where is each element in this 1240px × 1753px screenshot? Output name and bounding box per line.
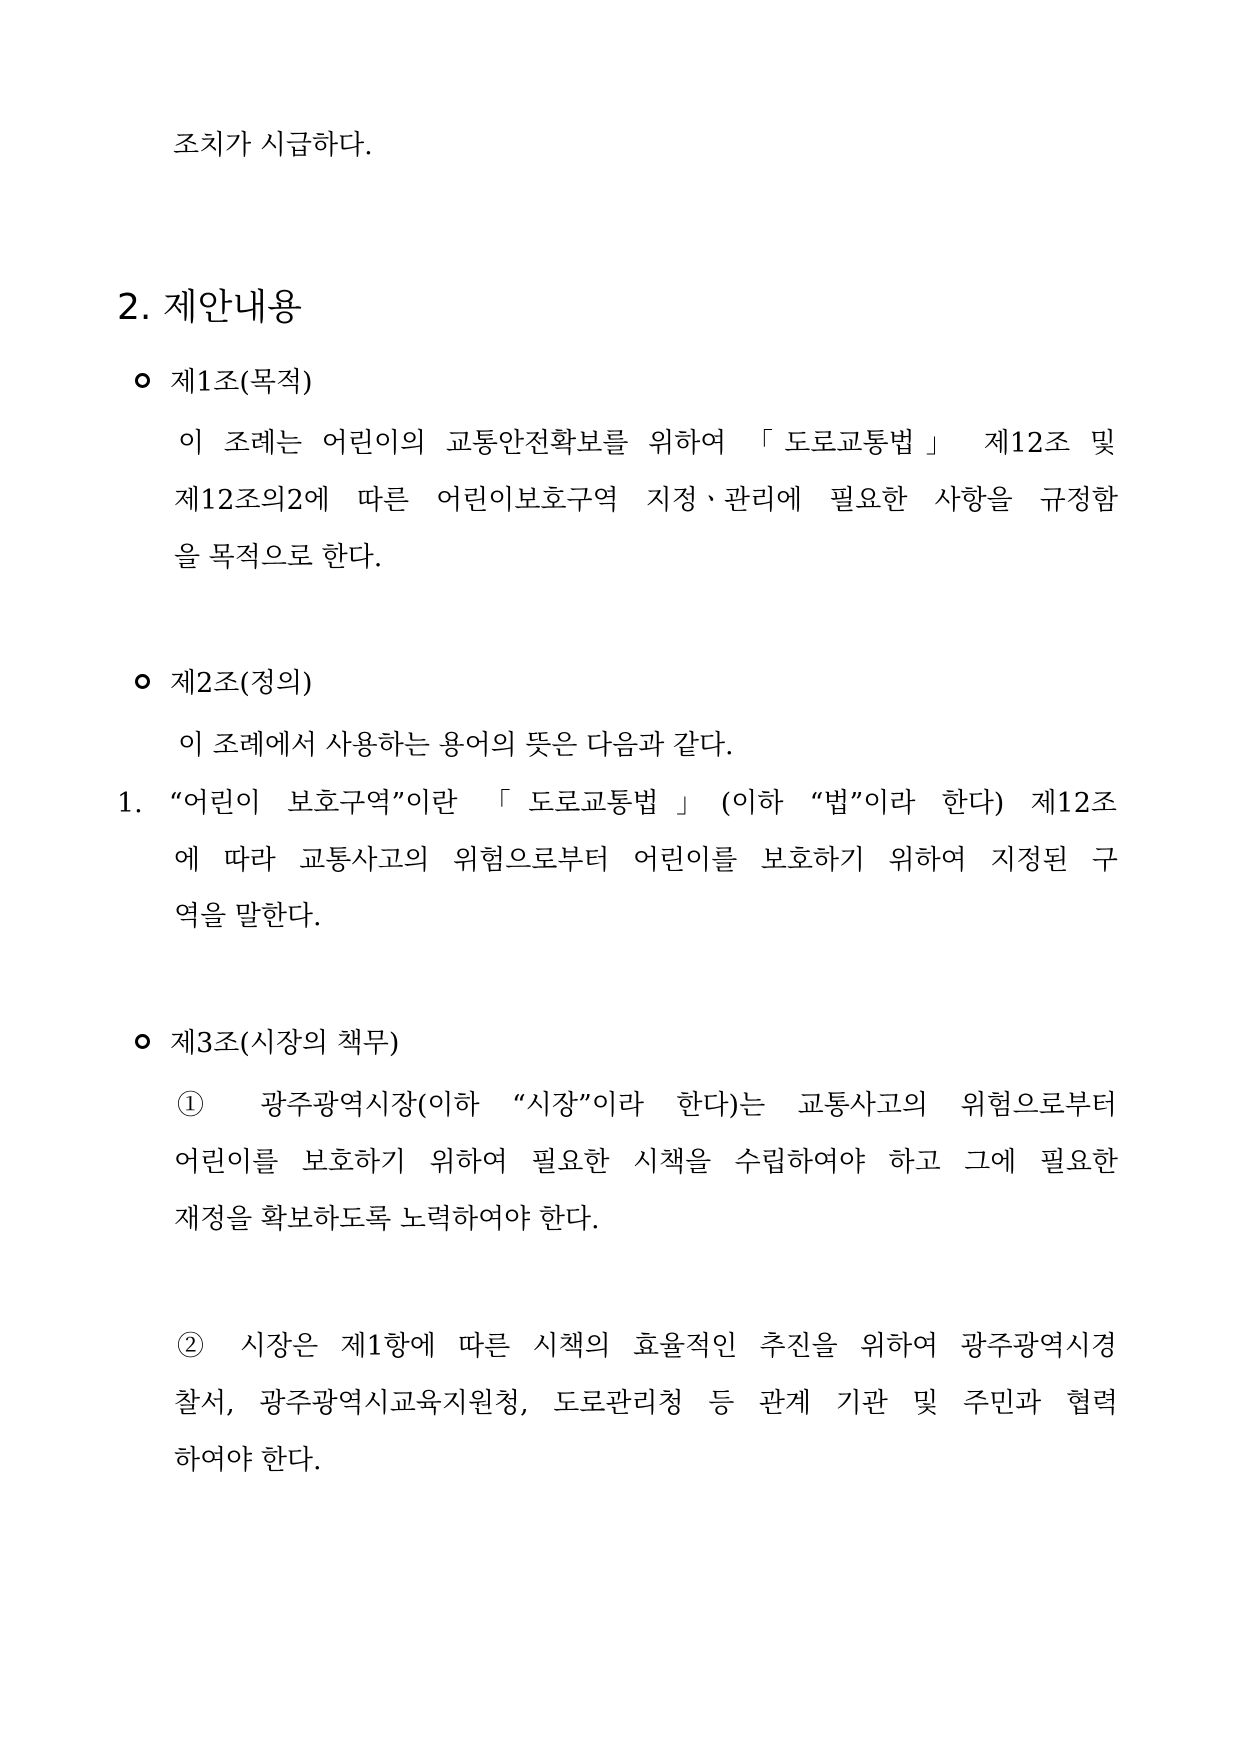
article-3-paragraph-2-line-3: 하여야 한다.	[174, 1445, 322, 1476]
section-title: 2. 제안내용	[117, 287, 302, 328]
article-1-line-2: 제12조의2에 따른 어린이보호구역 지정ㆍ관리에 필요한 사항을 규정함	[174, 485, 1118, 516]
article-2-intro: 이 조례에서 사용하는 용어의 뜻은 다음과 같다.	[178, 730, 734, 761]
circle-bullet-icon	[135, 674, 150, 689]
article-2-heading	[135, 667, 313, 701]
article-3-heading	[135, 1027, 399, 1061]
article-3-paragraph-1-line-3: 재정을 확보하도록 노력하여야 한다.	[174, 1204, 600, 1235]
circle-bullet-icon	[135, 1034, 150, 1049]
article-3-paragraph-2-line-1: ② 시장은 제1항에 따른 시책의 효율적인 추진을 위하여 광주광역시경	[177, 1331, 1117, 1362]
article-1-title: 제1조(목적)	[170, 367, 313, 398]
circle-bullet-icon	[135, 373, 150, 388]
article-3-paragraph-2-line-2: 찰서, 광주광역시교육지원청, 도로관리청 등 관계 기관 및 주민과 협력	[174, 1388, 1118, 1419]
definition-item-1-line-3: 역을 말한다.	[174, 901, 322, 932]
article-3-paragraph-1-line-2: 어린이를 보호하기 위하여 필요한 시책을 수립하여야 하고 그에 필요한	[174, 1147, 1118, 1178]
article-1-heading	[135, 366, 313, 400]
article-2-title: 제2조(정의)	[170, 668, 313, 699]
definition-item-1-line-2: 에 따라 교통사고의 위험으로부터 어린이를 보호하기 위하여 지정된 구	[174, 845, 1118, 876]
continuation-line: 조치가 시급하다.	[173, 130, 373, 161]
article-1-line-3: 을 목적으로 한다.	[174, 542, 383, 573]
definition-item-1-line-1: 1. “어린이 보호구역”이란 「도로교통법」(이하 “법”이라 한다) 제12조	[117, 788, 1117, 819]
article-3-title: 제3조(시장의 책무)	[170, 1028, 400, 1059]
article-1-line-1: 이 조례는 어린이의 교통안전확보를 위하여 「도로교통법」 제12조 및	[178, 428, 1116, 459]
article-3-paragraph-1-line-1: ① 광주광역시장(이하 “시장”이라 한다)는 교통사고의 위험으로부터	[177, 1090, 1117, 1121]
